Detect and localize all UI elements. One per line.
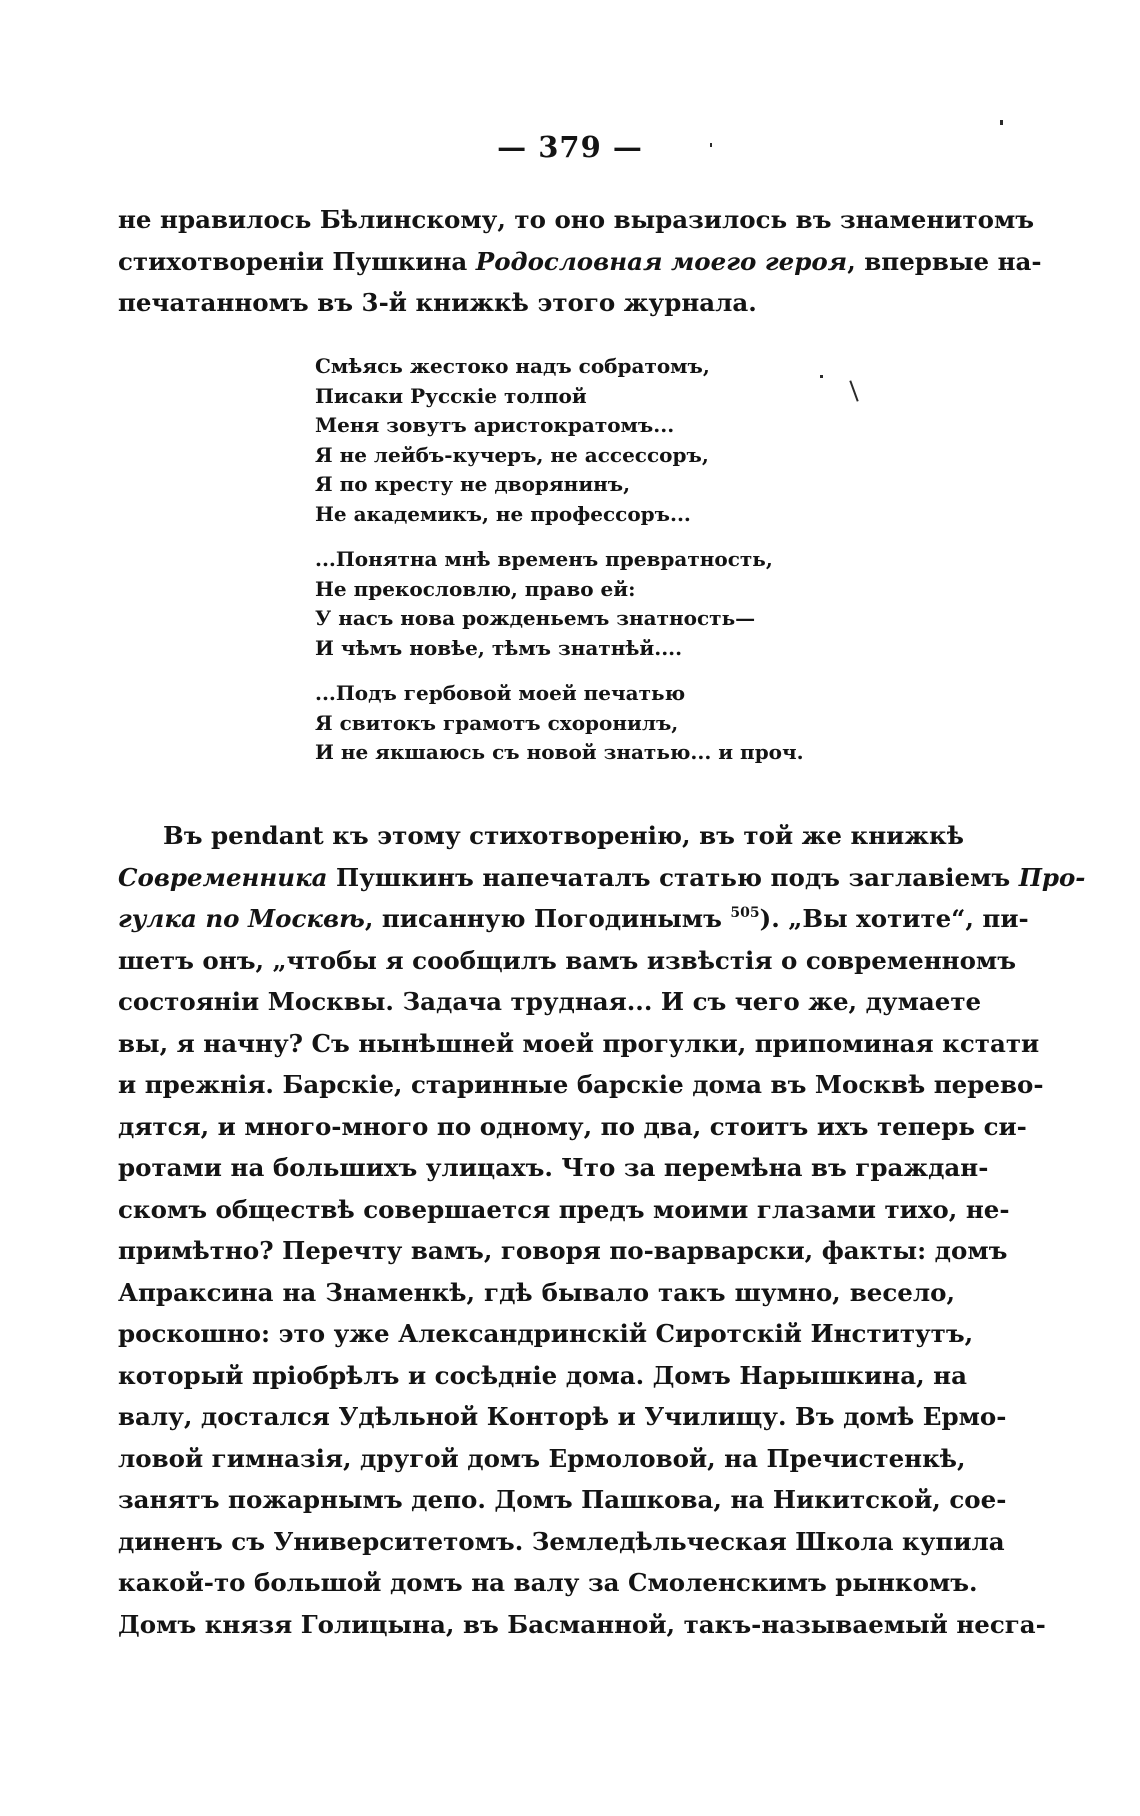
page-number: — 379 — bbox=[497, 130, 643, 164]
text-line: скомъ обществѣ совершается предъ моими глазами тихо, не- bbox=[118, 1194, 1010, 1224]
poem-line: Я не лейбъ-кучеръ, не ассессоръ, bbox=[315, 442, 709, 467]
italic-title: гулка по Москвѣ bbox=[118, 904, 365, 933]
poem-line: Не прекословлю, право ей: bbox=[315, 576, 636, 601]
text-line: Современника Пушкинъ напечаталъ статью подъ заглавіемъ Про- bbox=[118, 862, 1086, 892]
scan-speck bbox=[849, 380, 858, 401]
text-line: валу, достался Удѣльной Конторѣ и Училищу. Въ домѣ Ермо- bbox=[118, 1402, 1007, 1431]
poem-line: ...Понятна мнѣ временъ превратность, bbox=[315, 547, 773, 571]
text-line: не нравилось Бѣлинскому, то оно выразилось въ знаменитомъ bbox=[118, 205, 1035, 234]
footnote-ref: 505 bbox=[730, 905, 760, 921]
poem-quote bbox=[315, 352, 804, 784]
poem-line: Я по кресту не дворянинъ, bbox=[315, 472, 631, 496]
text-line: примѣтно? Перечту вамъ, говоря по-варварски, факты: домъ bbox=[118, 1236, 1008, 1265]
text-line: и прежнія. Барскіе, старинные барскіе дома въ Москвѣ перево- bbox=[118, 1070, 1044, 1099]
poem-line: У насъ нова рожденьемъ знатность— bbox=[315, 606, 756, 630]
text-line: роскошно: это уже Александринскій Сиротскій Институтъ, bbox=[118, 1319, 974, 1348]
text-line: вы, я начну? Съ нынѣшней моей прогулки, припоминая кстати bbox=[118, 1028, 1040, 1058]
text-line: стихотвореніи Пушкина Родословная моего героя, впервые на- bbox=[118, 246, 1042, 276]
poem-stanza bbox=[315, 545, 804, 663]
italic-title: Родословная моего героя bbox=[475, 246, 848, 276]
poem-line: Смѣясь жестоко надъ собратомъ, bbox=[315, 354, 710, 378]
text-line: занятъ пожарнымъ депо. Домъ Пашкова, на Никитской, сое- bbox=[118, 1485, 1007, 1514]
scan-speck bbox=[710, 143, 712, 147]
scan-speck bbox=[820, 375, 823, 378]
text-line: ловой гимназія, другой домъ Ермоловой, на Пречистенкѣ, bbox=[118, 1443, 966, 1473]
poem-line: И чѣмъ новѣе, тѣмъ знатнѣй.... bbox=[315, 635, 683, 660]
poem-line: Писаки Русскіе толпой bbox=[315, 383, 587, 408]
text-line: какой-то большой домъ на валу за Смоленскимъ рынкомъ. bbox=[118, 1568, 978, 1597]
text-line: шетъ онъ, „чтобы я сообщилъ вамъ извѣстія о современномъ bbox=[118, 945, 1016, 975]
text-line: состояніи Москвы. Задача трудная... И съ чего же, думаете bbox=[118, 987, 982, 1016]
poem-line: И не якшаюсь съ новой знатью... и проч. bbox=[315, 740, 804, 764]
italic-title: Про- bbox=[1018, 862, 1086, 892]
poem-line: Я свитокъ грамотъ схоронилъ, bbox=[315, 710, 679, 735]
text-line: диненъ съ Университетомъ. Земледѣльческая Школа купила bbox=[118, 1526, 1005, 1556]
poem-stanza bbox=[315, 352, 804, 529]
text-line: печатанномъ въ 3-й книжкѣ этого журнала. bbox=[118, 288, 757, 317]
body-paragraph bbox=[118, 815, 1086, 1645]
text-line: дятся, и много-много по одному, по два, стоитъ ихъ теперь си- bbox=[118, 1111, 1027, 1141]
poem-line: Меня зовутъ аристократомъ... bbox=[315, 413, 675, 437]
scan-speck bbox=[1000, 120, 1003, 125]
intro-paragraph bbox=[118, 199, 1042, 324]
text-line: Апраксина на Знаменкѣ, гдѣ бывало такъ шумно, весело, bbox=[118, 1277, 955, 1307]
text-line: Домъ князя Голицына, въ Басманной, такъ-называемый несга- bbox=[118, 1609, 1046, 1639]
text-line: Въ pendant къ этому стихотворенію, въ той же книжкѣ bbox=[163, 821, 964, 850]
poem-stanza bbox=[315, 679, 804, 768]
poem-line: ...Подъ гербовой моей печатью bbox=[315, 681, 686, 705]
text-line: ротами на большихъ улицахъ. Что за перемѣна въ граждан- bbox=[118, 1153, 989, 1182]
italic-title: Современника bbox=[118, 862, 328, 892]
text-line: гулка по Москвѣ, писанную Погодинымъ $^{505}$). „Вы хотите“, пи- bbox=[118, 904, 1029, 933]
poem-line: Не академикъ, не профессоръ... bbox=[315, 501, 691, 526]
text-line: который пріобрѣлъ и сосѣдніе дома. Домъ Нарышкина, на bbox=[118, 1360, 967, 1390]
